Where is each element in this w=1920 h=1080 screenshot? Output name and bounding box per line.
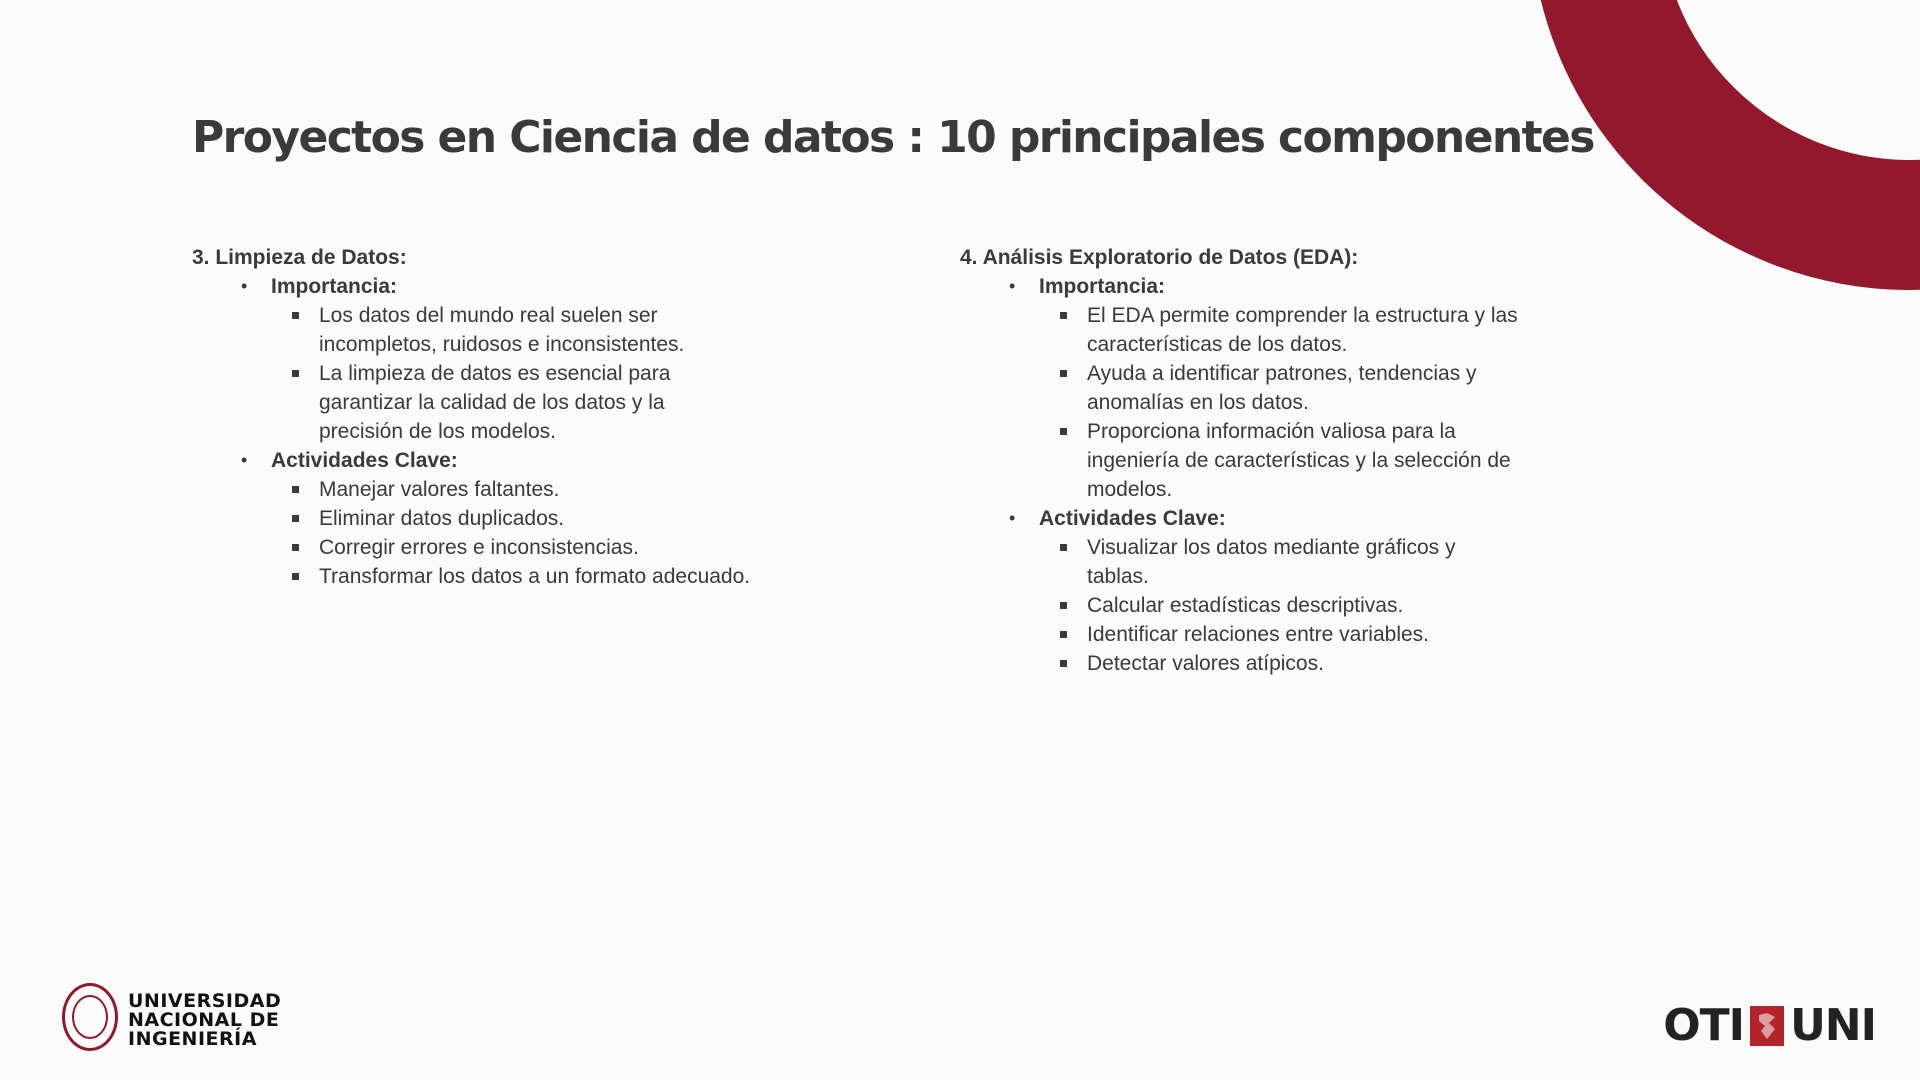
item-text: El EDA permite comprender la estructura y las características de los datos. bbox=[1087, 304, 1518, 356]
university-seal-icon bbox=[62, 983, 118, 1051]
square-bullet-icon bbox=[1060, 660, 1067, 667]
left-section-importance bbox=[241, 272, 752, 446]
item-text: Corregir errores e inconsistencias. bbox=[319, 536, 639, 559]
item-list bbox=[1039, 301, 1520, 504]
right-heading: 4. Análisis Exploratorio de Datos (EDA): bbox=[960, 246, 1359, 269]
item-text: Proporciona información valiosa para la ingeniería de características y la selección de modelos. bbox=[1087, 420, 1511, 501]
square-bullet-icon bbox=[292, 573, 299, 580]
square-bullet-icon bbox=[292, 370, 299, 377]
left-heading: 3. Limpieza de Datos: bbox=[192, 246, 407, 269]
list-item bbox=[1087, 649, 1520, 678]
item-text: Eliminar datos duplicados. bbox=[319, 507, 565, 530]
uni-logo-text bbox=[128, 992, 281, 1049]
right-column bbox=[960, 243, 1520, 678]
square-bullet-icon bbox=[1060, 428, 1067, 435]
oti-uni-logo bbox=[1663, 1000, 1876, 1051]
bullet-icon: • bbox=[1009, 508, 1016, 528]
square-bullet-icon bbox=[292, 544, 299, 551]
list-item bbox=[1087, 417, 1520, 504]
right-section-list bbox=[960, 272, 1520, 678]
item-list bbox=[1039, 533, 1520, 678]
item-text: Identificar relaciones entre variables. bbox=[1087, 623, 1430, 646]
left-column bbox=[192, 243, 752, 591]
bullet-icon: • bbox=[1009, 276, 1016, 296]
oti-logo-left: OTI bbox=[1663, 1000, 1745, 1051]
item-text: Visualizar los datos mediante gráficos y tablas. bbox=[1087, 536, 1456, 588]
item-list bbox=[271, 301, 752, 446]
list-item bbox=[319, 301, 752, 359]
list-item bbox=[319, 504, 752, 533]
list-item bbox=[1087, 533, 1520, 591]
square-bullet-icon bbox=[292, 312, 299, 319]
square-bullet-icon bbox=[292, 515, 299, 522]
section-label: Actividades Clave: bbox=[271, 449, 458, 472]
section-label: Actividades Clave: bbox=[1039, 507, 1226, 530]
left-section-list bbox=[192, 272, 752, 591]
section-label: Importancia: bbox=[1039, 275, 1166, 298]
list-item bbox=[1087, 301, 1520, 359]
item-text: Calcular estadísticas descriptivas. bbox=[1087, 594, 1404, 617]
page-title: Proyectos en Ciencia de datos : 10 principales componentes bbox=[192, 112, 1594, 163]
left-section-activities bbox=[241, 446, 752, 591]
bullet-icon: • bbox=[241, 276, 248, 296]
bullet-icon: • bbox=[241, 450, 248, 470]
list-item bbox=[319, 359, 752, 446]
list-item bbox=[1087, 359, 1520, 417]
oti-logo-right: UNI bbox=[1790, 1000, 1876, 1051]
item-text: Los datos del mundo real suelen ser incompletos, ruidosos e inconsistentes. bbox=[319, 304, 685, 356]
square-bullet-icon bbox=[1060, 631, 1067, 638]
section-label: Importancia: bbox=[271, 275, 398, 298]
square-bullet-icon bbox=[292, 486, 299, 493]
right-section-importance bbox=[1009, 272, 1520, 504]
square-bullet-icon bbox=[1060, 312, 1067, 319]
item-text: La limpieza de datos es esencial para garantizar la calidad de los datos y la precisión de los modelos. bbox=[319, 362, 671, 443]
uni-logo bbox=[62, 983, 282, 1055]
uni-logo-line: NACIONAL DE bbox=[128, 1009, 280, 1031]
item-text: Manejar valores faltantes. bbox=[319, 478, 560, 501]
list-item bbox=[1087, 591, 1520, 620]
square-bullet-icon bbox=[1060, 544, 1067, 551]
right-section-activities bbox=[1009, 504, 1520, 678]
square-bullet-icon bbox=[1060, 370, 1067, 377]
list-item bbox=[319, 475, 752, 504]
list-item bbox=[319, 533, 752, 562]
oti-emblem-icon bbox=[1750, 1006, 1784, 1046]
list-item bbox=[319, 562, 752, 591]
uni-logo-line: INGENIERÍA bbox=[128, 1028, 257, 1050]
item-text: Ayuda a identificar patrones, tendencias y anomalías en los datos. bbox=[1087, 362, 1477, 414]
item-text: Transformar los datos a un formato adecuado. bbox=[319, 565, 751, 588]
uni-logo-line: UNIVERSIDAD bbox=[128, 990, 282, 1012]
list-item bbox=[1087, 620, 1520, 649]
item-text: Detectar valores atípicos. bbox=[1087, 652, 1324, 675]
square-bullet-icon bbox=[1060, 602, 1067, 609]
item-list bbox=[271, 475, 752, 591]
